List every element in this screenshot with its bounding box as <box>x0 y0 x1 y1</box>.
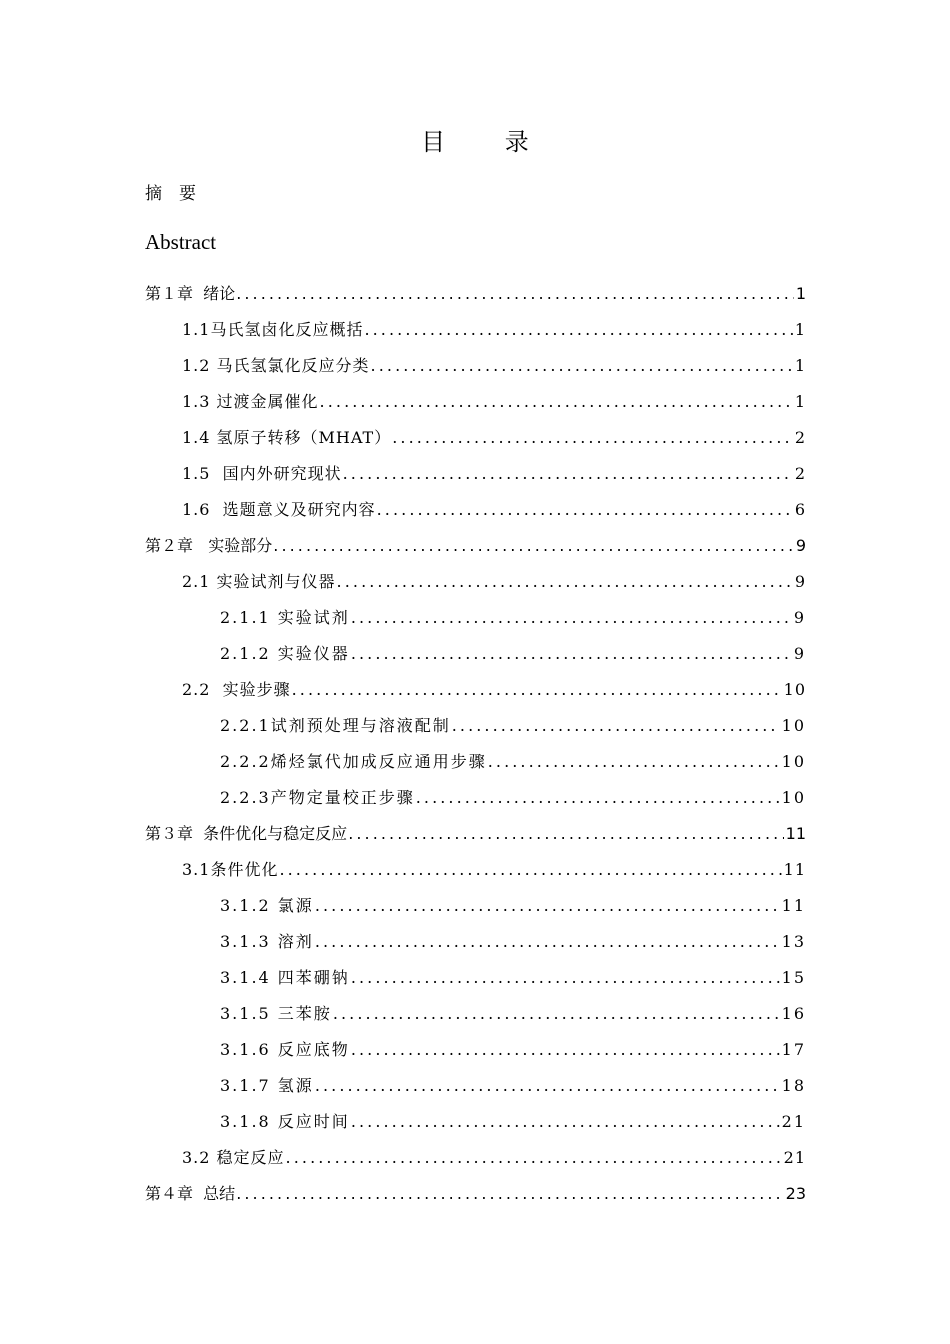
toc-leader <box>351 600 792 636</box>
toc-entry[interactable] <box>220 996 806 1032</box>
toc-entry-label: 1.1马氏氢卤化反应概括 <box>182 320 364 339</box>
toc-entry-page: 1 <box>794 320 806 339</box>
toc-entry-label: 3.1.6 反应底物 <box>220 1040 350 1059</box>
toc-entry-label: 第１章 绪论 <box>145 284 236 303</box>
toc-entry[interactable] <box>220 888 806 924</box>
toc-entry-label: 2.2.3产物定量校正步骤 <box>220 788 415 807</box>
front-zhaiyao: 摘 要 <box>145 184 196 204</box>
toc-entry-page: 1 <box>794 392 806 411</box>
toc-entry[interactable] <box>220 636 806 672</box>
toc-entry-page: 16 <box>781 1004 806 1023</box>
toc-entry-label: 3.1.2 氯源 <box>220 896 314 915</box>
toc-leader <box>337 564 793 600</box>
toc-entry[interactable] <box>220 600 806 636</box>
toc-entry-label: 2.2.2烯烃氯代加成反应通用步骤 <box>220 752 487 771</box>
toc-entry-page: 18 <box>781 1076 806 1095</box>
toc-entry-label: 3.1条件优化 <box>182 860 279 879</box>
toc-entry-page: 10 <box>781 788 806 807</box>
toc-entry[interactable] <box>182 420 806 456</box>
toc-entry-page: 9 <box>795 536 806 555</box>
toc-entry-label: 1.5 国内外研究现状 <box>182 464 342 483</box>
toc-entry[interactable] <box>220 1104 806 1140</box>
toc-entry-page: 10 <box>783 680 806 699</box>
toc-entry[interactable] <box>182 384 806 420</box>
toc-entry-page: 21 <box>783 1148 806 1167</box>
toc-entry-page: 11 <box>785 824 806 843</box>
toc-leader <box>333 996 780 1032</box>
toc-entry[interactable] <box>145 1176 806 1212</box>
toc-leader <box>343 456 793 492</box>
toc-entry[interactable] <box>182 564 806 600</box>
toc-entry-label: 1.4 氢原子转移（MHAT） <box>182 428 392 447</box>
toc-entry-page: 15 <box>781 968 806 987</box>
toc-leader <box>351 1032 780 1068</box>
toc-entry-page: 21 <box>781 1112 806 1131</box>
toc-leader <box>273 528 794 564</box>
toc-entry-label: 3.1.5 三苯胺 <box>220 1004 332 1023</box>
toc-entry-page: 13 <box>781 932 806 951</box>
toc-leader <box>351 636 792 672</box>
toc-leader <box>371 348 793 384</box>
toc-leader <box>452 708 780 744</box>
toc-entry-label: 第３章 条件优化与稳定反应 <box>145 824 348 843</box>
toc-leader <box>236 276 794 312</box>
toc-entry[interactable] <box>145 816 806 852</box>
toc-leader <box>488 744 780 780</box>
toc-entry-label: 2.1 实验试剂与仪器 <box>182 572 336 591</box>
toc-entry-label: 3.1.4 四苯硼钠 <box>220 968 350 987</box>
toc-leader <box>416 780 780 816</box>
toc-leader <box>315 1068 780 1104</box>
toc-entry[interactable] <box>182 672 806 708</box>
toc-entry-label: 3.2 稳定反应 <box>182 1148 285 1167</box>
toc-entry[interactable] <box>220 1032 806 1068</box>
toc-entry[interactable] <box>220 924 806 960</box>
toc-entry[interactable] <box>220 744 806 780</box>
toc-entry-page: 23 <box>785 1184 806 1203</box>
toc-entry-page: 17 <box>781 1040 806 1059</box>
toc-leader <box>236 1176 783 1212</box>
toc-leader <box>286 1140 782 1176</box>
toc-entry-label: 1.6 选题意义及研究内容 <box>182 500 376 519</box>
toc-entry-page: 10 <box>781 752 806 771</box>
toc-leader <box>377 492 793 528</box>
toc-entry[interactable] <box>182 312 806 348</box>
toc-entry-label: 2.1.2 实验仪器 <box>220 644 350 663</box>
toc-leader <box>315 924 780 960</box>
toc-entry-label: 第２章 实验部分 <box>145 536 273 555</box>
toc-entry-label: 2.1.1 实验试剂 <box>220 608 350 627</box>
toc-entry-page: 10 <box>781 716 806 735</box>
toc-entry-page: 2 <box>794 464 806 483</box>
toc-entry[interactable] <box>182 1140 806 1176</box>
toc-entry-label: 1.2 马氏氢氯化反应分类 <box>182 356 370 375</box>
toc-entry[interactable] <box>145 528 806 564</box>
toc-entry-label: 3.1.3 溶剂 <box>220 932 314 951</box>
toc-leader <box>351 960 780 996</box>
toc-leader <box>279 852 781 888</box>
toc-entry-page: 2 <box>794 428 806 447</box>
toc-entry[interactable] <box>182 852 806 888</box>
toc-entry-page: 9 <box>794 572 806 591</box>
toc-entry-label: 2.2 实验步骤 <box>182 680 291 699</box>
toc-entry-page: 1 <box>795 284 806 303</box>
toc-leader <box>348 816 783 852</box>
toc-entry[interactable] <box>220 780 806 816</box>
toc-entry-label: 1.3 过渡金属催化 <box>182 392 319 411</box>
toc-entry-page: 9 <box>793 608 806 627</box>
toc-entry[interactable] <box>182 492 806 528</box>
toc-leader <box>315 888 780 924</box>
front-abstract: Abstract <box>145 230 217 254</box>
toc-entry-page: 11 <box>783 860 806 879</box>
toc-entry-label: 第４章 总结 <box>145 1184 236 1203</box>
toc-entry[interactable] <box>182 348 806 384</box>
toc-entry-page: 9 <box>793 644 806 663</box>
toc-entry-page: 11 <box>781 896 806 915</box>
toc-entry[interactable] <box>220 960 806 996</box>
toc-leader <box>292 672 782 708</box>
toc-leader <box>351 1104 780 1140</box>
toc-entry-label: 2.2.1试剂预处理与溶液配制 <box>220 716 451 735</box>
toc-entry[interactable] <box>220 708 806 744</box>
toc-entry[interactable] <box>220 1068 806 1104</box>
toc-entry-label: 3.1.8 反应时间 <box>220 1112 350 1131</box>
toc-entry-page: 1 <box>794 356 806 375</box>
toc-entry[interactable] <box>182 456 806 492</box>
toc-entry-label: 3.1.7 氢源 <box>220 1076 314 1095</box>
toc-leader <box>392 420 793 456</box>
toc-leader <box>364 312 792 348</box>
toc-leader <box>320 384 793 420</box>
toc-entry-page: 6 <box>794 500 806 519</box>
page-title: 目 录 <box>421 128 555 156</box>
toc-entry[interactable] <box>145 276 806 312</box>
